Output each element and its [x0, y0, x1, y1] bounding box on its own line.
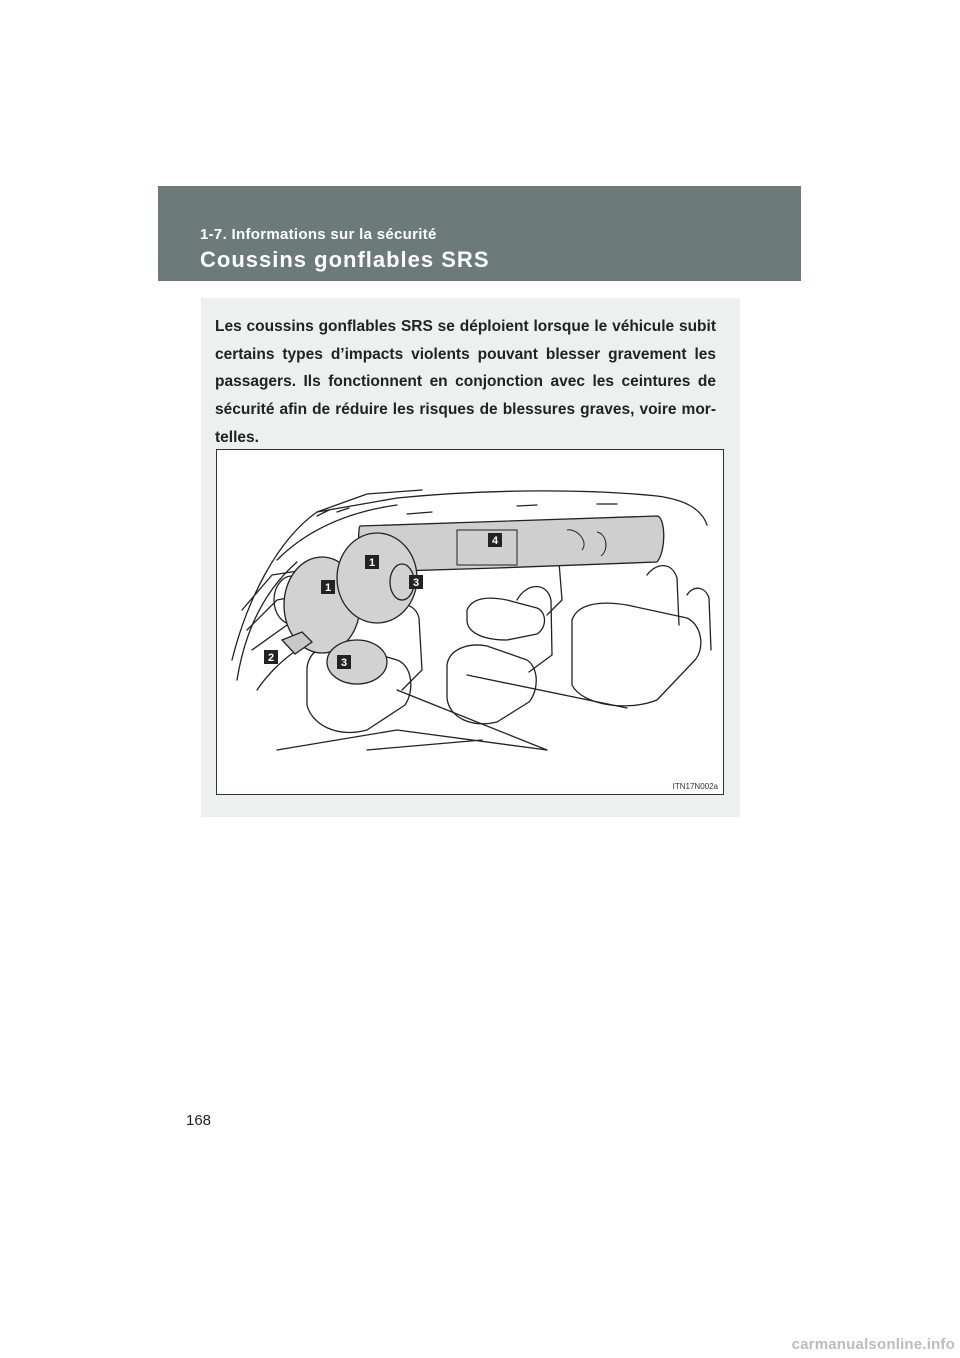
- content-panel: [201, 298, 740, 817]
- callout-1b: [321, 580, 335, 594]
- svg-text:1: 1: [324, 582, 332, 594]
- callout-3b: [337, 655, 351, 669]
- airbag-illustration: [216, 449, 724, 795]
- page-title: Coussins gonflables SRS: [200, 247, 490, 272]
- section-header: [158, 186, 801, 281]
- watermark: carmanualsonline.info: [791, 1336, 955, 1353]
- svg-text:1: 1: [368, 557, 376, 569]
- svg-text:3: 3: [340, 657, 348, 669]
- section-label: 1-7. Informations sur la sécurité: [200, 226, 437, 243]
- callout-1a: [365, 555, 379, 569]
- svg-text:2: 2: [267, 652, 275, 664]
- callout-4: [488, 533, 502, 547]
- intro-paragraph: Les coussins gonflables SRS se déploient lorsque le véhicule subit certains types d’impacts violents pouvant blesser gravement les passagers. Ils fonctionnent en conjonction avec les ceintures de sécurité afin de réduire les risques de blessures graves, voire mor-telles.: [215, 318, 716, 446]
- svg-text:3: 3: [412, 577, 420, 589]
- svg-text:4: 4: [491, 535, 499, 547]
- callout-3a: [409, 575, 423, 589]
- vehicle-interior-drawing: [217, 450, 723, 794]
- figure-code: ITN17N002a: [672, 782, 718, 791]
- page-number: 168: [186, 1112, 212, 1129]
- callout-2: [264, 650, 278, 664]
